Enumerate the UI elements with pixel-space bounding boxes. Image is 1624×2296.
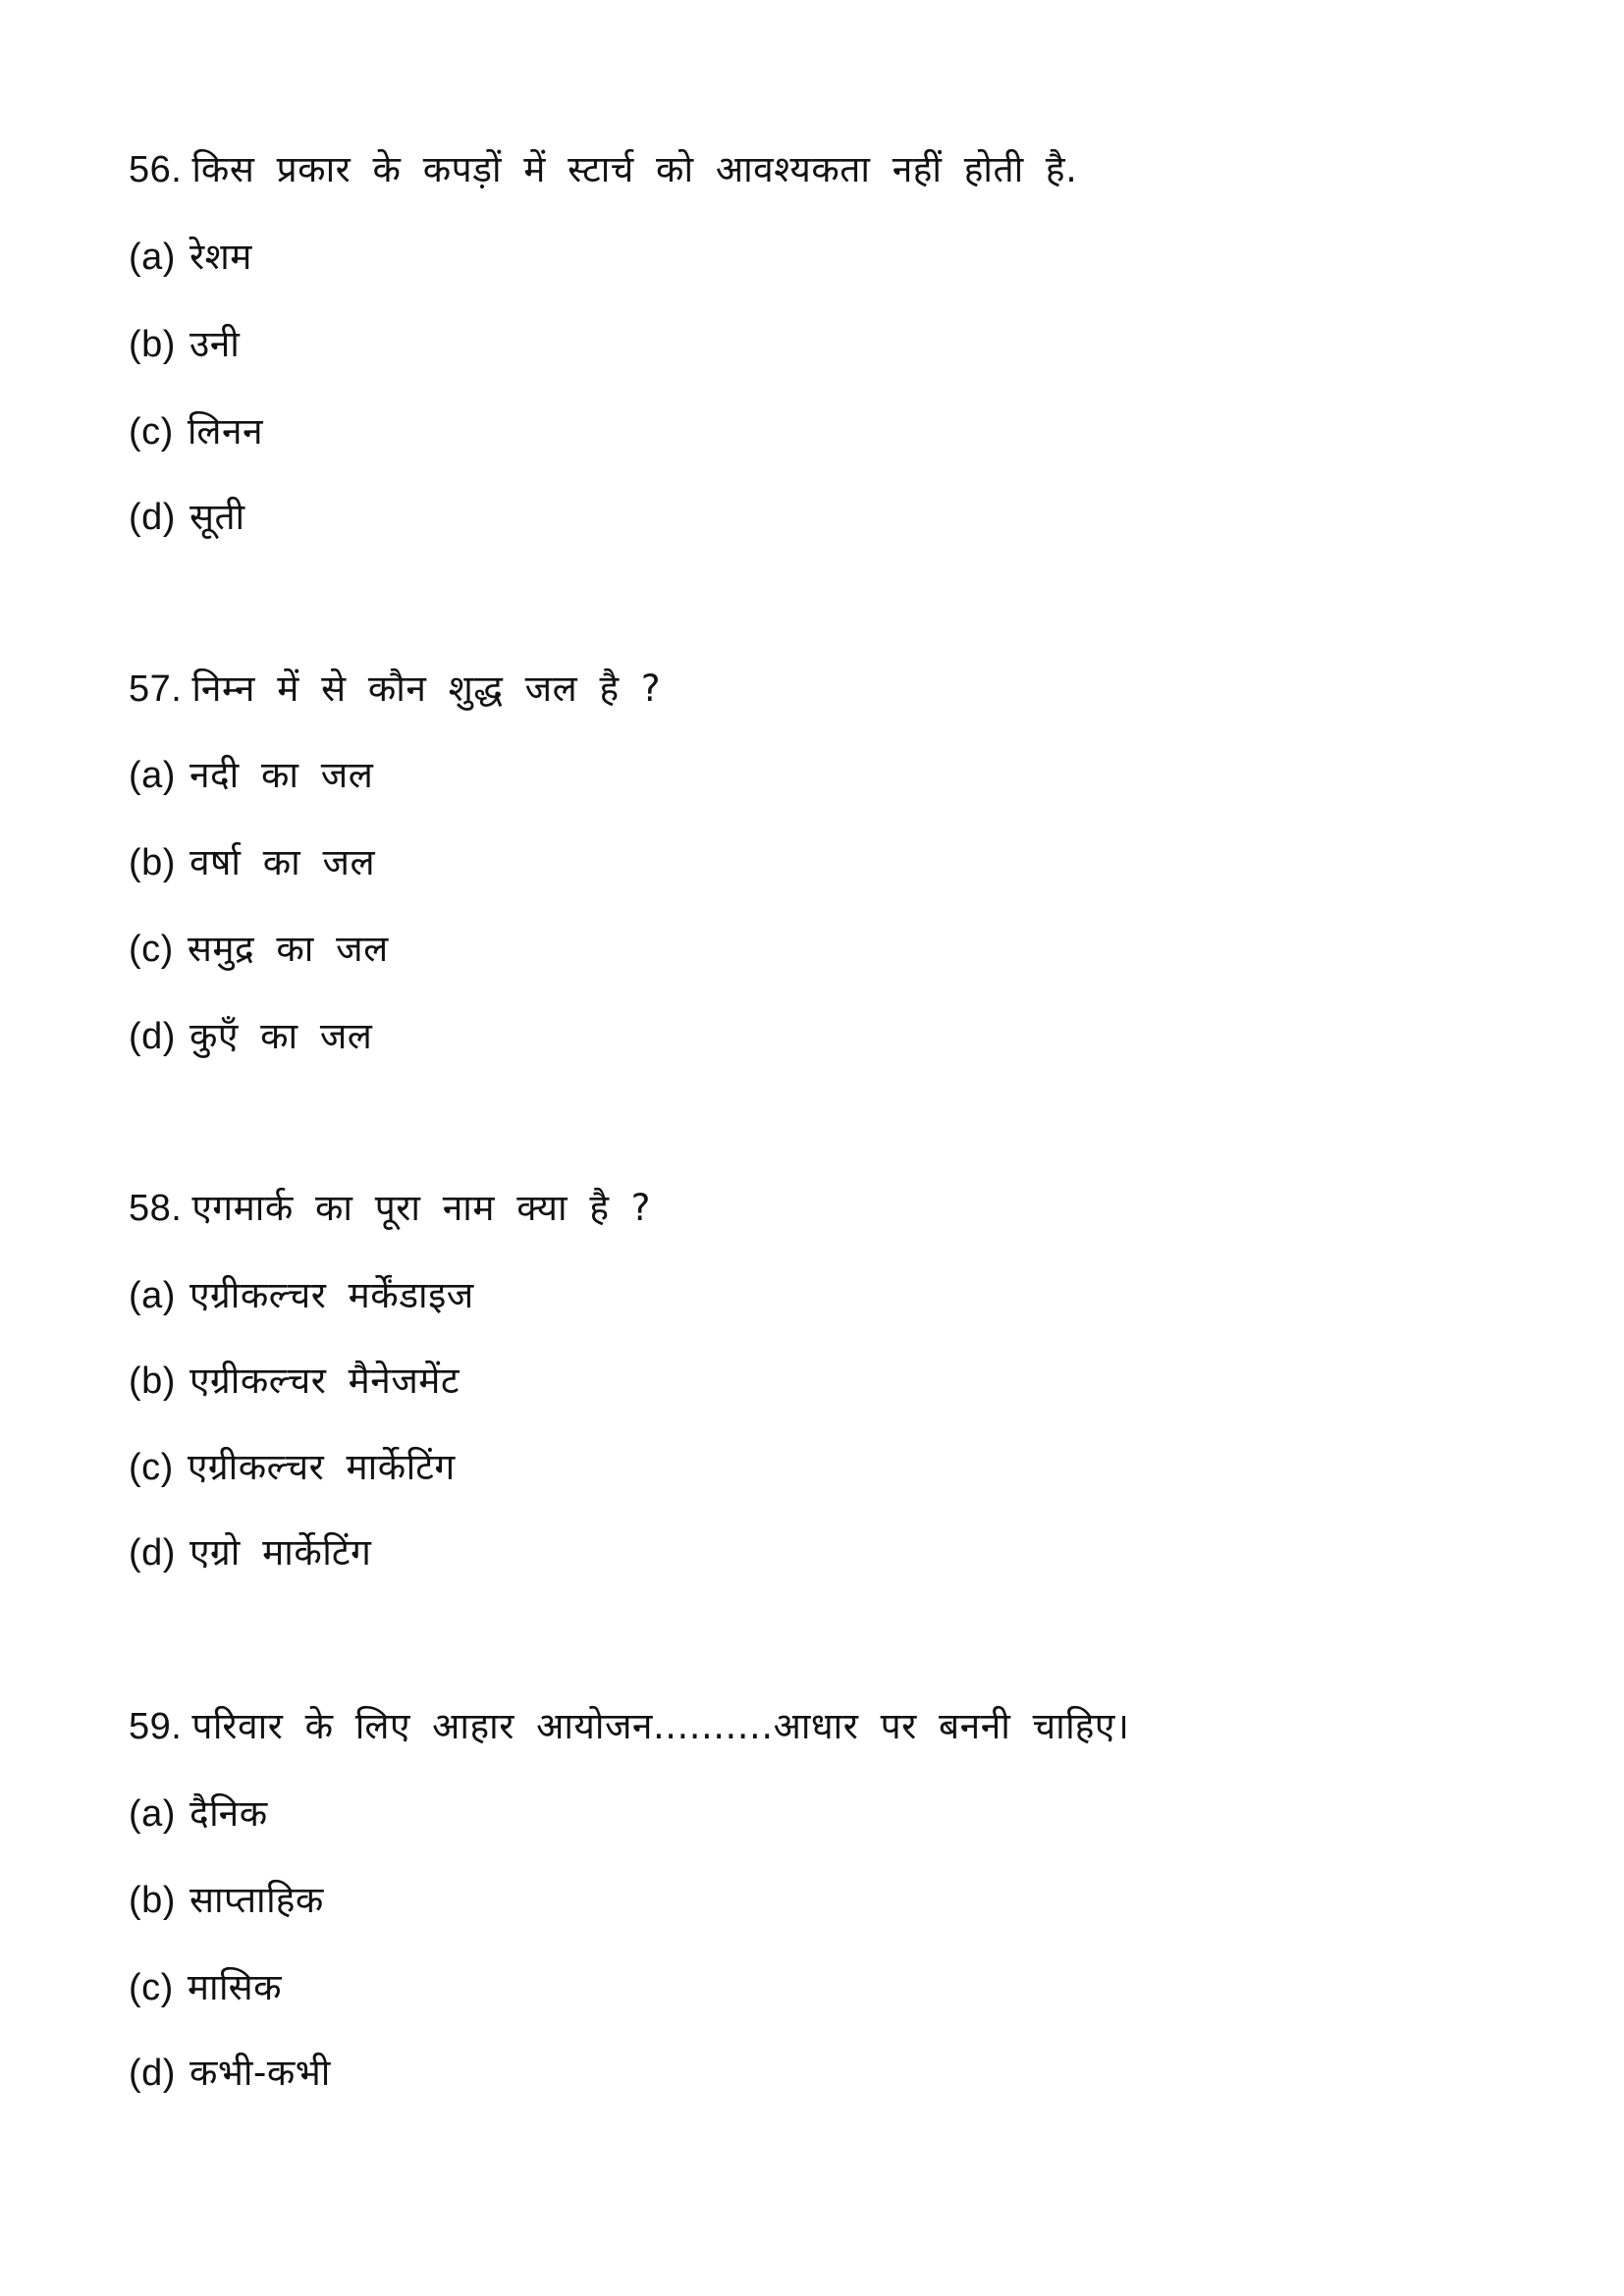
- option-57-d: [129, 1012, 372, 1061]
- option-label: (b): [129, 1880, 176, 1921]
- option-text: दैनिक: [189, 1792, 268, 1835]
- option-56-a: [129, 233, 252, 282]
- option-text: सूती: [189, 496, 245, 538]
- option-text: साप्ताहिक: [189, 1879, 324, 1921]
- option-label: (d): [129, 1532, 176, 1574]
- question-number: 57.: [129, 668, 183, 710]
- option-text: वर्षा का जल: [189, 841, 376, 883]
- option-59-d: [129, 2049, 331, 2098]
- option-text: उनी: [189, 323, 241, 365]
- option-58-b: [129, 1357, 460, 1406]
- option-label: (d): [129, 1016, 176, 1057]
- option-text: एग्रीकल्चर मैनेजमेंट: [189, 1360, 460, 1402]
- option-text: एग्रो मार्केटिंग: [189, 1531, 372, 1574]
- option-59-c: [129, 1963, 282, 2012]
- option-label: (a): [129, 237, 176, 278]
- option-text: एग्रीकल्चर मार्केटिंग: [187, 1446, 456, 1488]
- option-label: (b): [129, 1361, 176, 1402]
- option-text: मासिक: [187, 1966, 283, 2008]
- question-57: [129, 665, 661, 714]
- option-57-b: [129, 838, 375, 887]
- option-56-c: [129, 407, 263, 456]
- option-label: (b): [129, 842, 176, 883]
- option-label: (c): [129, 929, 174, 970]
- option-59-b: [129, 1876, 324, 1925]
- option-text: कभी-कभी: [189, 2052, 331, 2094]
- option-label: (a): [129, 755, 176, 796]
- question-text: परिवार के लिए आहार आयोजन..........आधार पर बननी चाहिए।: [191, 1705, 1130, 1747]
- question-number: 59.: [129, 1706, 183, 1747]
- option-text: लिनन: [187, 410, 264, 453]
- option-57-c: [129, 925, 389, 974]
- option-label: (c): [129, 1447, 174, 1488]
- question-text: किस प्रकार के कपड़ों में स्टार्च को आवश्यकता नहीं होती है.: [191, 148, 1078, 190]
- option-58-d: [129, 1528, 371, 1577]
- question-58: [129, 1184, 651, 1233]
- option-57-a: [129, 751, 373, 800]
- option-label: (b): [129, 324, 176, 365]
- option-text: समुद्र का जल: [187, 928, 389, 970]
- option-text: नदी का जल: [189, 754, 374, 796]
- question-number: 56.: [129, 149, 183, 190]
- option-label: (d): [129, 497, 176, 538]
- question-text: एगमार्क का पूरा नाम क्या है ?: [191, 1187, 651, 1229]
- option-text: एग्रीकल्चर मर्केंडाइज: [189, 1274, 474, 1316]
- question-text: निम्न में से कौन शुद्ध जल है ?: [191, 667, 661, 710]
- option-text: कुएँ का जल: [189, 1015, 373, 1057]
- question-56: [129, 145, 1077, 194]
- option-56-d: [129, 493, 245, 542]
- option-label: (d): [129, 2053, 176, 2094]
- option-label: (c): [129, 411, 174, 453]
- option-label: (a): [129, 1275, 176, 1316]
- option-label: (c): [129, 1967, 174, 2008]
- option-59-a: [129, 1789, 268, 1839]
- option-58-c: [129, 1443, 456, 1492]
- question-59: [129, 1702, 1129, 1751]
- option-58-a: [129, 1271, 474, 1320]
- option-label: (a): [129, 1793, 176, 1835]
- question-number: 58.: [129, 1188, 183, 1229]
- option-text: रेशम: [189, 236, 252, 278]
- option-56-b: [129, 320, 240, 369]
